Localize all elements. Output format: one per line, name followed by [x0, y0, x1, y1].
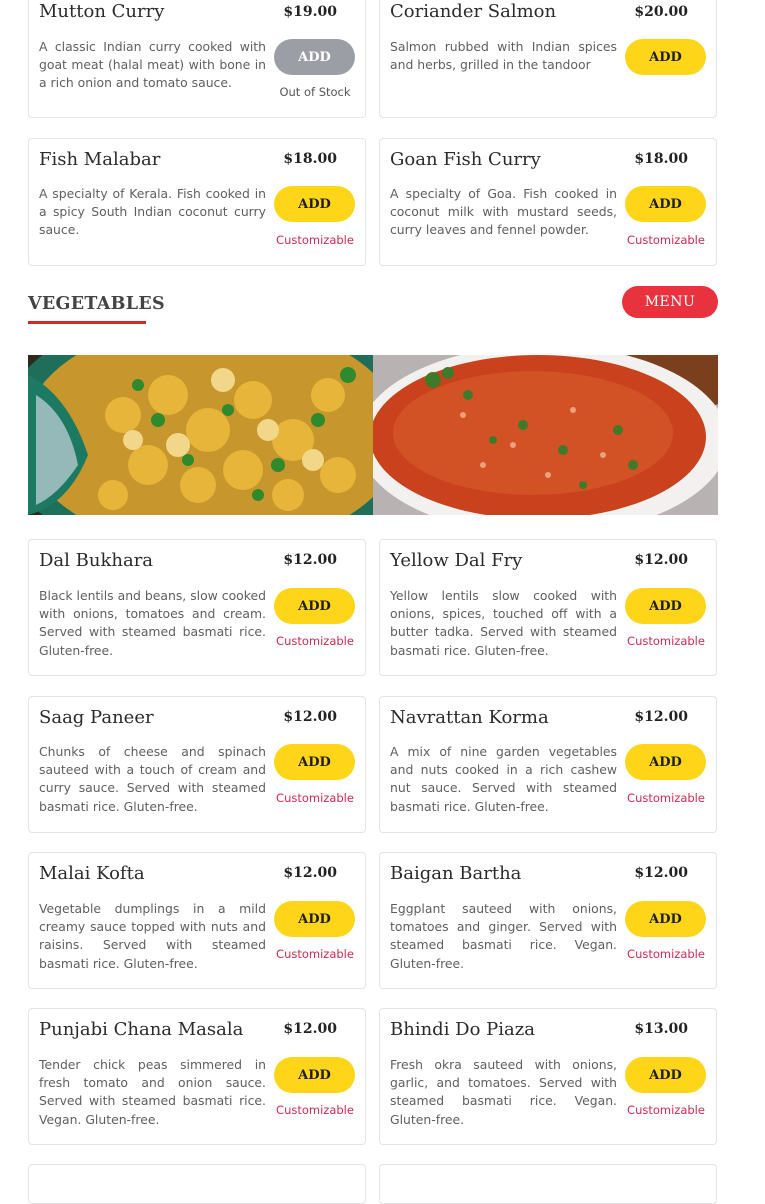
item-price: $19.00	[283, 4, 337, 20]
section-title: VEGETABLES	[28, 294, 165, 314]
item-price: $12.00	[283, 1021, 337, 1037]
add-button[interactable]: ADD	[274, 1057, 355, 1093]
item-name: Coriander Salmon	[390, 1, 557, 22]
item-description: Salmon rubbed with Indian spices and herbs, grilled in the tandoor	[390, 39, 617, 73]
menu-item-card	[379, 852, 717, 989]
item-name: Yellow Dal Fry	[390, 550, 523, 571]
customizable-label: Customizable	[627, 947, 705, 961]
item-price: $12.00	[283, 552, 337, 568]
item-name: Dal Bukhara	[39, 550, 154, 571]
add-button[interactable]: ADD	[625, 1057, 706, 1093]
item-price: $18.00	[634, 151, 688, 167]
item-price: $20.00	[634, 4, 688, 20]
menu-item-card	[379, 138, 717, 266]
item-description: Yellow lentils slow cooked with onions, spices, touched off with a butter tadka. Served with steamed basmati rice. Gluten-free.	[390, 588, 617, 658]
stock-status: Out of Stock	[279, 85, 351, 99]
menu-item-card	[28, 696, 366, 833]
dish-photo-aloo-gobi	[28, 355, 373, 515]
menu-item-card	[379, 1008, 717, 1145]
item-name: Mutton Curry	[39, 1, 165, 22]
item-name: Punjabi Chana Masala	[39, 1019, 244, 1040]
item-price: $12.00	[634, 709, 688, 725]
add-button[interactable]: ADD	[274, 744, 355, 780]
item-description: Vegetable dumplings in a mild creamy sauce topped with nuts and raisins. Served with steamed basmati rice. Gluten-free.	[39, 901, 266, 971]
add-button[interactable]: ADD	[625, 744, 706, 780]
add-button[interactable]: ADD	[274, 588, 355, 624]
menu-item-card	[28, 539, 366, 676]
dish-photo-lentil-curry	[373, 355, 718, 515]
item-name: Saag Paneer	[39, 707, 154, 728]
add-button[interactable]: ADD	[625, 901, 706, 937]
customizable-label: Customizable	[276, 233, 354, 247]
item-description: Eggplant sauteed with onions, tomatoes and ginger. Served with steamed basmati rice. Vegan. Gluten-free.	[390, 901, 617, 971]
add-button[interactable]: ADD	[274, 901, 355, 937]
item-description: Tender chick peas simmered in fresh tomato and onion sauce. Served with steamed basmati rice. Vegan. Gluten-free.	[39, 1057, 266, 1127]
customizable-label: Customizable	[627, 634, 705, 648]
item-price: $12.00	[634, 865, 688, 881]
item-name: Baigan Bartha	[390, 863, 522, 884]
section-underline	[28, 321, 146, 324]
menu-item-card	[28, 852, 366, 989]
item-price: $18.00	[283, 151, 337, 167]
add-button[interactable]: ADD	[625, 588, 706, 624]
item-description: Black lentils and beans, slow cooked with onions, tomatoes and cream. Served with steamed basmati rice. Gluten-free.	[39, 588, 266, 658]
item-description: Chunks of cheese and spinach sauteed with a touch of cream and curry sauce. Served with steamed basmati rice. Gluten-free.	[39, 744, 266, 814]
add-button[interactable]: ADD	[625, 39, 706, 75]
item-name: Malai Kofta	[39, 863, 145, 884]
menu-item-card	[379, 696, 717, 833]
item-price: $12.00	[283, 865, 337, 881]
menu-item-card	[28, 0, 366, 118]
item-name: Fish Malabar	[39, 149, 161, 170]
item-name: Bhindi Do Piaza	[390, 1019, 535, 1040]
menu-item-card	[379, 1164, 717, 1204]
customizable-label: Customizable	[276, 1103, 354, 1117]
item-description: A specialty of Kerala. Fish cooked in a spicy South Indian coconut curry sauce.	[39, 186, 266, 238]
customizable-label: Customizable	[276, 634, 354, 648]
menu-button[interactable]: MENU	[622, 286, 718, 318]
item-description: Fresh okra sauteed with onions, garlic, and tomatoes. Served with steamed basmati rice. Vegan. Gluten-free.	[390, 1057, 617, 1127]
add-button[interactable]: ADD	[274, 186, 355, 222]
customizable-label: Customizable	[627, 791, 705, 805]
add-button[interactable]: ADD	[274, 39, 355, 75]
customizable-label: Customizable	[276, 947, 354, 961]
item-price: $13.00	[634, 1021, 688, 1037]
customizable-label: Customizable	[627, 233, 705, 247]
menu-item-card	[28, 138, 366, 266]
item-description: A specialty of Goa. Fish cooked in coconut milk with mustard seeds, curry leaves and fennel powder.	[390, 186, 617, 238]
menu-item-card	[28, 1008, 366, 1145]
item-name: Navrattan Korma	[390, 707, 549, 728]
item-price: $12.00	[283, 709, 337, 725]
customizable-label: Customizable	[276, 791, 354, 805]
item-description: A mix of nine garden vegetables and nuts cooked in a rich cashew nut sauce. Served with steamed basmati rice. Gluten-free.	[390, 744, 617, 814]
add-button[interactable]: ADD	[625, 186, 706, 222]
item-name: Goan Fish Curry	[390, 149, 541, 170]
menu-item-card	[28, 1164, 366, 1204]
customizable-label: Customizable	[627, 1103, 705, 1117]
menu-item-card	[379, 0, 717, 118]
menu-item-card	[379, 539, 717, 676]
item-price: $12.00	[634, 552, 688, 568]
item-description: A classic Indian curry cooked with goat meat (halal meat) with bone in a rich onion and tomato sauce.	[39, 39, 266, 91]
